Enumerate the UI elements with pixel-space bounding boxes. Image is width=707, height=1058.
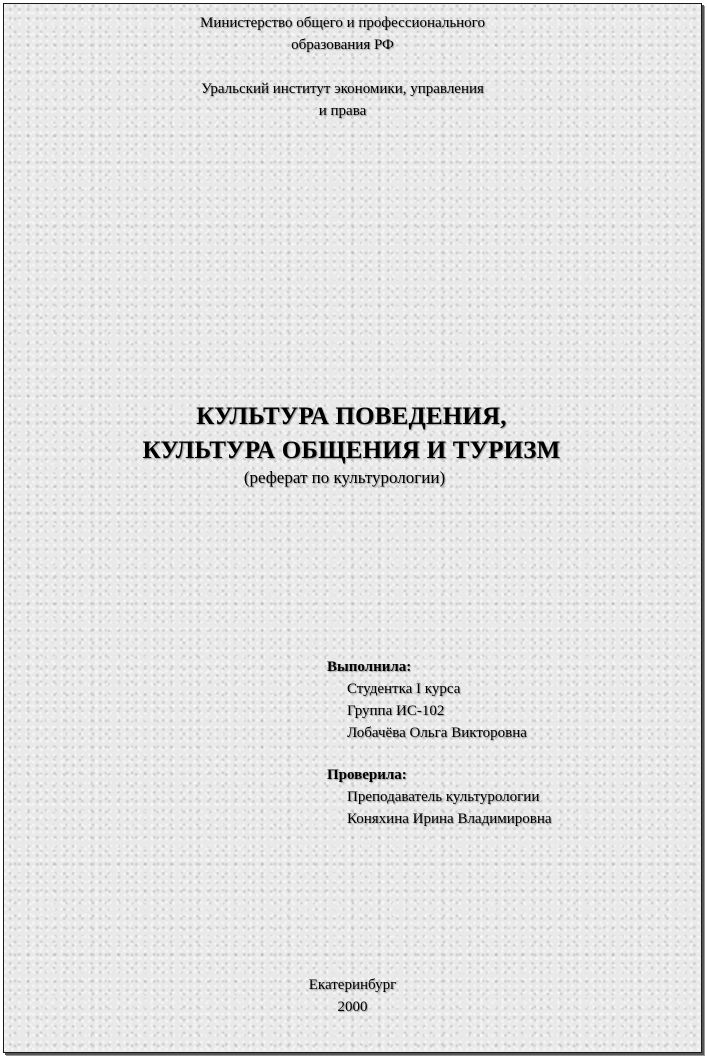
teacher-name: Коняхина Ирина Владимировна <box>347 811 552 827</box>
ministry-header <box>0 12 691 56</box>
institute-line-1: Уральский институт экономики, управления <box>201 81 484 97</box>
document-title <box>3 400 700 468</box>
footer-year: 2000 <box>337 999 368 1015</box>
student-course: Студентка I курса <box>347 681 461 697</box>
checked-by-block <box>327 764 552 830</box>
performed-by-block <box>327 656 527 744</box>
footer-city: Екатеринбург <box>308 977 397 993</box>
ministry-line-2: образования РФ <box>291 37 394 53</box>
checked-heading: Проверила: <box>327 767 407 783</box>
title-page <box>3 3 702 1053</box>
teacher-position: Преподаватель культурологии <box>347 789 540 805</box>
ministry-line-1: Министерство общего и профессионального <box>200 15 485 31</box>
footer-place-date <box>4 974 701 1018</box>
student-group: Группа ИС-102 <box>347 703 445 719</box>
institute-header <box>0 78 691 122</box>
performed-heading: Выполнила: <box>327 659 412 675</box>
title-line-2: КУЛЬТУРА ОБЩЕНИЯ И ТУРИЗМ <box>142 437 561 464</box>
document-subtitle: (реферат по культурологии) <box>243 468 446 487</box>
student-name: Лобачёва Ольга Викторовна <box>347 725 527 741</box>
institute-line-2: и права <box>318 103 367 119</box>
title-line-1: КУЛЬТУРА ПОВЕДЕНИЯ, <box>196 403 507 430</box>
